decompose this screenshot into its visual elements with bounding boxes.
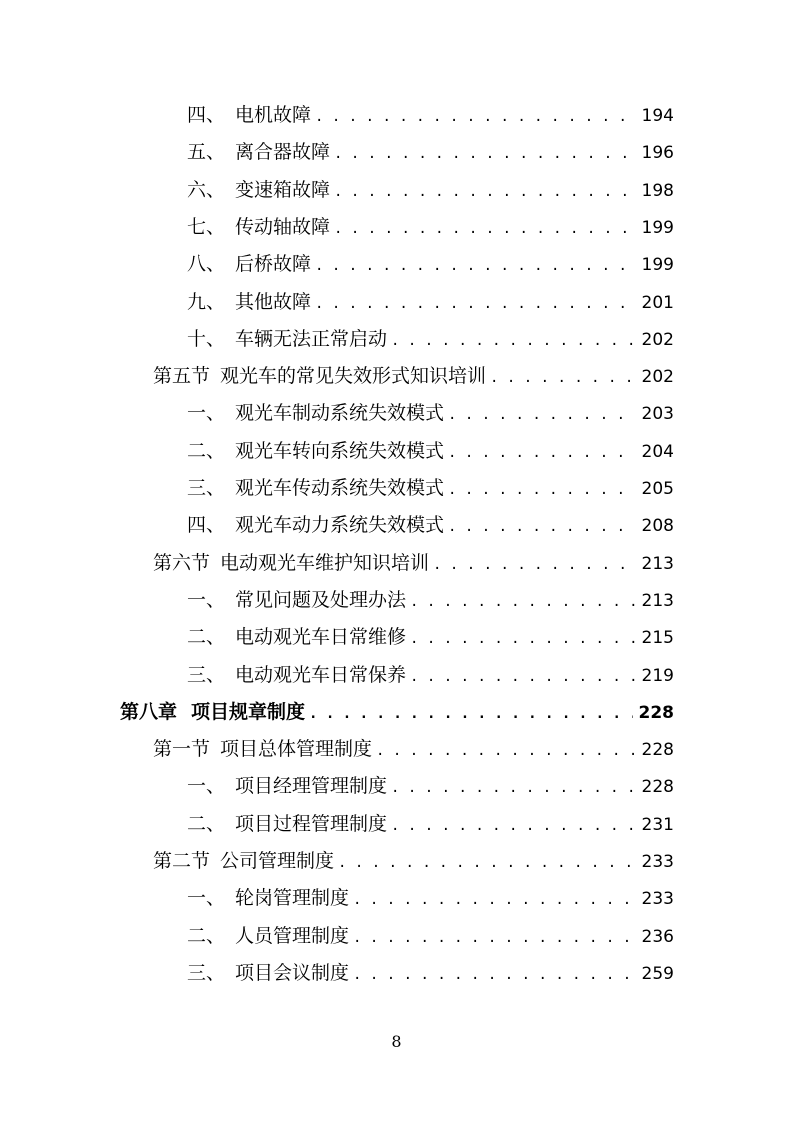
toc-entry-number: 四、 (187, 514, 226, 536)
toc-entry-number: 三、 (187, 962, 226, 984)
toc-entry[interactable] (187, 137, 674, 167)
toc-entry-title: 项目规章制度 (191, 701, 306, 723)
toc-entry-page: 202 (641, 367, 674, 387)
toc-entry-page: 228 (638, 703, 674, 723)
toc-entry-title: 观光车动力系统失效模式 (235, 514, 445, 536)
toc-dot-leader (315, 289, 636, 319)
toc-entry[interactable] (187, 585, 674, 615)
toc-dot-leader (391, 811, 636, 841)
toc-entry-page: 236 (641, 927, 674, 947)
toc-entry-page: 215 (641, 628, 674, 648)
toc-entry[interactable] (187, 883, 674, 913)
toc-entry-page: 228 (641, 740, 674, 760)
toc-dot-leader (334, 177, 636, 207)
page-number: 8 (391, 1032, 402, 1051)
toc-entry[interactable] (187, 958, 674, 988)
toc-dot-leader (353, 960, 636, 990)
toc-entry-number: 第五节 (153, 365, 211, 387)
toc-entry-title: 电动观光车维护知识培训 (220, 552, 430, 574)
toc-entry-title: 后桥故障 (235, 253, 312, 275)
toc-dot-leader (410, 587, 636, 617)
toc-entry[interactable] (187, 398, 674, 428)
toc-entry[interactable] (187, 100, 674, 130)
toc-entry-number: 六、 (187, 179, 226, 201)
toc-entry-title: 项目总体管理制度 (220, 738, 373, 760)
toc-entry[interactable] (187, 660, 674, 690)
toc-entry-page: 233 (641, 889, 674, 909)
toc-entry-page: 204 (641, 442, 674, 462)
toc-dot-leader (448, 512, 636, 542)
toc-entry-title: 传动轴故障 (235, 216, 331, 238)
toc-entry[interactable] (187, 622, 674, 652)
toc-entry-page: 194 (641, 106, 674, 126)
toc-dot-leader (490, 363, 636, 393)
toc-entry-number: 第六节 (153, 552, 211, 574)
toc-entry-title: 项目经理管理制度 (235, 775, 388, 797)
toc-entry-title: 观光车传动系统失效模式 (235, 477, 445, 499)
toc-entry-number: 五、 (187, 141, 226, 163)
toc-entry-number: 第二节 (153, 850, 211, 872)
toc-entry-title: 项目会议制度 (235, 962, 350, 984)
toc-dot-leader (391, 773, 636, 803)
toc-entry-page: 199 (641, 255, 674, 275)
toc-entry-page: 219 (641, 666, 674, 686)
toc-dot-leader (309, 699, 632, 729)
toc-entry-page: 228 (641, 777, 674, 797)
toc-entry-title: 观光车的常见失效形式知识培训 (220, 365, 487, 387)
toc-dot-leader (315, 251, 636, 281)
toc-entry-number: 四、 (187, 104, 226, 126)
toc-dot-leader (410, 624, 636, 654)
toc-dot-leader (448, 438, 636, 468)
toc-entry[interactable] (153, 734, 674, 764)
toc-entry-number: 第一节 (153, 738, 211, 760)
toc-entry[interactable] (153, 846, 674, 876)
toc-dot-leader (376, 736, 636, 766)
toc-entry-title: 常见问题及处理办法 (235, 589, 407, 611)
toc-entry[interactable] (187, 324, 674, 354)
toc-dot-leader (334, 214, 636, 244)
toc-entry[interactable] (187, 249, 674, 279)
toc-entry-number: 三、 (187, 477, 226, 499)
toc-entry-page: 205 (641, 479, 674, 499)
toc-entry-title: 观光车转向系统失效模式 (235, 440, 445, 462)
toc-entry-page: 201 (641, 293, 674, 313)
toc-entry[interactable] (187, 287, 674, 317)
toc-entry-title: 变速箱故障 (235, 179, 331, 201)
toc-entry-title: 离合器故障 (235, 141, 331, 163)
toc-entry-title: 轮岗管理制度 (235, 887, 350, 909)
toc-entry[interactable] (187, 175, 674, 205)
toc-entry-number: 二、 (187, 925, 226, 947)
toc-entry-title: 项目过程管理制度 (235, 813, 388, 835)
toc-entry-page: 231 (641, 815, 674, 835)
toc-entry[interactable] (187, 212, 674, 242)
toc-entry-number: 七、 (187, 216, 226, 238)
toc-entry-page: 196 (641, 143, 674, 163)
toc-dot-leader (410, 662, 636, 692)
toc-entry-page: 199 (641, 218, 674, 238)
toc-entry-number: 二、 (187, 440, 226, 462)
toc-entry-number: 一、 (187, 775, 226, 797)
toc-dot-leader (353, 885, 636, 915)
toc-entry-page: 208 (641, 516, 674, 536)
toc-dot-leader (448, 400, 636, 430)
toc-entry[interactable] (187, 473, 674, 503)
toc-entry-page: 198 (641, 181, 674, 201)
toc-dot-leader (433, 550, 636, 580)
toc-entry-number: 三、 (187, 664, 226, 686)
toc-entry-page: 203 (641, 404, 674, 424)
toc-entry-number: 一、 (187, 402, 226, 424)
toc-entry-page: 233 (641, 852, 674, 872)
toc-entry[interactable] (187, 510, 674, 540)
toc-entry[interactable] (153, 548, 674, 578)
toc-entry[interactable] (187, 921, 674, 951)
toc-entry-title: 观光车制动系统失效模式 (235, 402, 445, 424)
toc-entry-page: 213 (641, 554, 674, 574)
toc-entry-title: 人员管理制度 (235, 925, 350, 947)
toc-dot-leader (448, 475, 636, 505)
toc-entry[interactable] (187, 809, 674, 839)
toc-entry-title: 公司管理制度 (220, 850, 335, 872)
toc-entry-number: 一、 (187, 887, 226, 909)
toc-entry-number: 二、 (187, 626, 226, 648)
toc-dot-leader (338, 848, 636, 878)
toc-entry-number: 十、 (187, 328, 226, 350)
toc-entry[interactable] (120, 697, 674, 727)
toc-entry-number: 一、 (187, 589, 226, 611)
toc-entry-number: 八、 (187, 253, 226, 275)
toc-entry[interactable] (187, 771, 674, 801)
toc-entry[interactable] (153, 361, 674, 391)
toc-entry-number: 二、 (187, 813, 226, 835)
toc-entry-page: 213 (641, 591, 674, 611)
toc-dot-leader (391, 326, 636, 356)
toc-entry[interactable] (187, 436, 674, 466)
toc-entry-title: 电动观光车日常维修 (235, 626, 407, 648)
toc-entry-title: 车辆无法正常启动 (235, 328, 388, 350)
toc-dot-leader (353, 923, 636, 953)
toc-entry-title: 其他故障 (235, 291, 312, 313)
toc-dot-leader (315, 102, 636, 132)
toc-entry-number: 第八章 (120, 701, 178, 723)
toc-entry-page: 202 (641, 330, 674, 350)
toc-entry-title: 电动观光车日常保养 (235, 664, 407, 686)
toc-dot-leader (334, 139, 636, 169)
toc-entry-number: 九、 (187, 291, 226, 313)
toc-entry-title: 电机故障 (235, 104, 312, 126)
toc-entry-page: 259 (641, 964, 674, 984)
